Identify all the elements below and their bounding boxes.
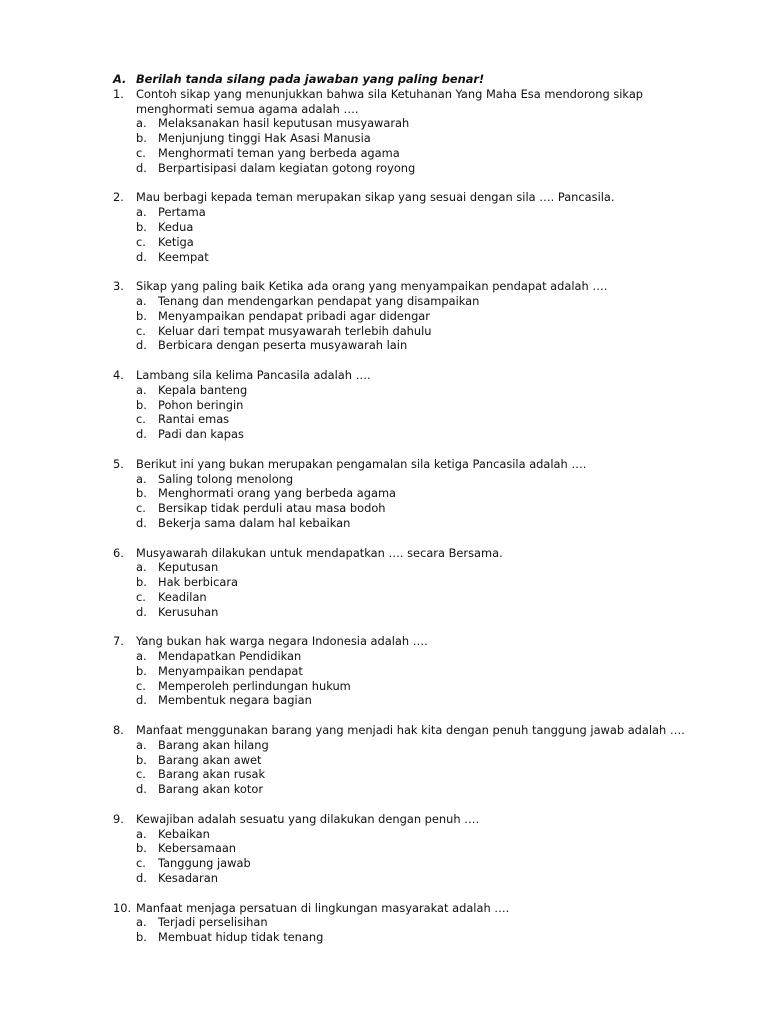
answer-option[interactable] <box>0 856 768 871</box>
answer-option[interactable] <box>0 338 768 353</box>
answer-option[interactable] <box>0 235 768 250</box>
option-text: Terjadi perselisihan <box>158 915 268 930</box>
question-text: Yang bukan hak warga negara Indonesia adalah …. <box>136 634 428 649</box>
question-number: 2. <box>113 190 124 205</box>
question-block <box>0 279 768 353</box>
question-number: 8. <box>113 723 124 738</box>
answer-option[interactable] <box>0 383 768 398</box>
question-stem-line <box>0 457 768 472</box>
question-stem-line <box>0 190 768 205</box>
answer-option[interactable] <box>0 693 768 708</box>
option-letter: a. <box>136 382 147 397</box>
option-text: Keputusan <box>158 560 219 575</box>
option-letter: a. <box>136 737 147 752</box>
option-text: Menjunjung tinggi Hak Asasi Manusia <box>158 131 371 146</box>
option-text: Keempat <box>158 249 209 264</box>
question-stem-line <box>0 546 768 561</box>
option-letter: a. <box>136 116 147 131</box>
question-stem-line <box>0 102 768 117</box>
option-letter: b. <box>136 930 147 945</box>
question-stem-line <box>0 368 768 383</box>
question-block <box>0 190 768 264</box>
question-text: Manfaat menjaga persatuan di lingkungan masyarakat adalah …. <box>136 900 510 915</box>
option-letter: b. <box>136 397 147 412</box>
answer-option[interactable] <box>0 664 768 679</box>
answer-option[interactable] <box>0 472 768 487</box>
option-text: Kebaikan <box>158 826 210 841</box>
question-text: Contoh sikap yang menunjukkan bahwa sila Ketuhanan Yang Maha Esa mendorong sikap <box>136 86 644 101</box>
question-number: 10. <box>113 900 132 915</box>
option-text: Keadilan <box>158 589 207 604</box>
answer-option[interactable] <box>0 161 768 176</box>
question-text: Sikap yang paling baik Ketika ada orang yang menyampaikan pendapat adalah …. <box>136 279 608 294</box>
option-text: Pertama <box>158 205 206 220</box>
option-letter: b. <box>136 131 147 146</box>
option-letter: a. <box>136 826 147 841</box>
option-letter: d. <box>136 249 147 264</box>
option-text: Membuat hidup tidak tenang <box>158 930 324 945</box>
option-letter: d. <box>136 160 147 175</box>
question-stem-line <box>0 87 768 102</box>
answer-option[interactable] <box>0 486 768 501</box>
answer-option[interactable] <box>0 753 768 768</box>
question-number: 1. <box>113 86 124 101</box>
question-stem-line <box>0 279 768 294</box>
question-text: Berikut ini yang bukan merupakan pengamalan sila ketiga Pancasila adalah …. <box>136 456 587 471</box>
question-block <box>0 812 768 886</box>
question-stem-line <box>0 812 768 827</box>
answer-option[interactable] <box>0 116 768 131</box>
option-text: Menghormati teman yang berbeda agama <box>158 145 400 160</box>
option-text: Ketiga <box>158 234 194 249</box>
question-block <box>0 723 768 797</box>
option-text: Menghormati orang yang berbeda agama <box>158 486 397 501</box>
answer-option[interactable] <box>0 398 768 413</box>
option-letter: b. <box>136 486 147 501</box>
question-number: 7. <box>113 634 124 649</box>
option-text: Kepala banteng <box>158 382 248 397</box>
option-text: Barang akan hilang <box>158 737 269 752</box>
answer-option[interactable] <box>0 516 768 531</box>
option-text: Kesadaran <box>158 871 218 886</box>
option-letter: d. <box>136 515 147 530</box>
option-letter: c. <box>136 678 146 693</box>
option-letter: b. <box>136 575 147 590</box>
option-text: Padi dan kapas <box>158 427 244 442</box>
answer-option[interactable] <box>0 294 768 309</box>
answer-option[interactable] <box>0 767 768 782</box>
answer-option[interactable] <box>0 220 768 235</box>
option-text: Tanggung jawab <box>158 856 251 871</box>
option-letter: c. <box>136 145 146 160</box>
option-text: Tenang dan mendengarkan pendapat yang disampaikan <box>158 293 480 308</box>
option-letter: d. <box>136 604 147 619</box>
answer-option[interactable] <box>0 649 768 664</box>
option-letter: b. <box>136 841 147 856</box>
option-letter: b. <box>136 308 147 323</box>
option-letter: c. <box>136 856 146 871</box>
question-block <box>0 634 768 708</box>
option-letter: d. <box>136 427 147 442</box>
answer-option[interactable] <box>0 679 768 694</box>
option-text: Mendapatkan Pendidikan <box>158 649 302 664</box>
option-text: Pohon beringin <box>158 397 244 412</box>
question-text: Musyawarah dilakukan untuk mendapatkan …. secara Bersama. <box>136 545 503 560</box>
option-text: Bersikap tidak perduli atau masa bodoh <box>158 501 386 516</box>
option-text: Barang akan awet <box>158 752 262 767</box>
answer-option[interactable] <box>0 841 768 856</box>
answer-option[interactable] <box>0 915 768 930</box>
option-text: Barang akan rusak <box>158 767 266 782</box>
option-letter: d. <box>136 782 147 797</box>
answer-option[interactable] <box>0 309 768 324</box>
option-letter: d. <box>136 338 147 353</box>
question-block <box>0 87 768 176</box>
option-letter: d. <box>136 693 147 708</box>
option-letter: c. <box>136 767 146 782</box>
answer-option[interactable] <box>0 250 768 265</box>
option-text: Kerusuhan <box>158 604 219 619</box>
answer-option[interactable] <box>0 575 768 590</box>
option-letter: c. <box>136 234 146 249</box>
answer-option[interactable] <box>0 560 768 575</box>
answer-option[interactable] <box>0 930 768 945</box>
option-letter: b. <box>136 663 147 678</box>
question-text: Mau berbagi kepada teman merupakan sikap yang sesuai dengan sila …. Pancasila. <box>136 190 615 205</box>
option-text: Rantai emas <box>158 412 230 427</box>
option-letter: c. <box>136 323 146 338</box>
question-text: Manfaat menggunakan barang yang menjadi hak kita dengan penuh tanggung jawab adalah …. <box>136 723 685 738</box>
question-number: 3. <box>113 279 124 294</box>
answer-option[interactable] <box>0 501 768 516</box>
question-block <box>0 901 768 945</box>
section-label: A. <box>113 72 127 86</box>
answer-option[interactable] <box>0 590 768 605</box>
question-number: 5. <box>113 456 124 471</box>
question-stem-line <box>0 901 768 916</box>
option-text: Berbicara dengan peserta musyawarah lain <box>158 338 408 353</box>
question-block <box>0 457 768 531</box>
option-letter: a. <box>136 915 147 930</box>
question-number: 9. <box>113 811 124 826</box>
answer-option[interactable] <box>0 205 768 220</box>
answer-option[interactable] <box>0 146 768 161</box>
answer-option[interactable] <box>0 827 768 842</box>
option-letter: c. <box>136 412 146 427</box>
answer-option[interactable] <box>0 871 768 886</box>
question-stem-line <box>0 723 768 738</box>
option-letter: c. <box>136 501 146 516</box>
option-text: Membentuk negara bagian <box>158 693 312 708</box>
option-letter: c. <box>136 589 146 604</box>
question-number: 4. <box>113 367 124 382</box>
answer-option[interactable] <box>0 412 768 427</box>
option-text: Melaksanakan hasil keputusan musyawarah <box>158 116 410 131</box>
option-text: Kebersamaan <box>158 841 237 856</box>
option-letter: a. <box>136 293 147 308</box>
option-text: Menyampaikan pendapat pribadi agar didengar <box>158 308 430 323</box>
answer-option[interactable] <box>0 782 768 797</box>
question-list <box>0 87 768 945</box>
option-text: Barang akan kotor <box>158 782 264 797</box>
question-text: menghormati semua agama adalah …. <box>136 101 359 116</box>
section-instruction: Berilah tanda silang pada jawaban yang paling benar! <box>136 72 485 86</box>
worksheet-page <box>0 72 768 945</box>
question-stem-line <box>0 634 768 649</box>
section-heading <box>0 72 768 87</box>
question-block <box>0 546 768 620</box>
option-letter: a. <box>136 471 147 486</box>
option-letter: a. <box>136 205 147 220</box>
option-letter: b. <box>136 219 147 234</box>
question-number: 6. <box>113 545 124 560</box>
answer-option[interactable] <box>0 131 768 146</box>
option-text: Kedua <box>158 219 194 234</box>
option-letter: a. <box>136 649 147 664</box>
question-text: Lambang sila kelima Pancasila adalah …. <box>136 367 371 382</box>
option-text: Hak berbicara <box>158 575 238 590</box>
answer-option[interactable] <box>0 324 768 339</box>
answer-option[interactable] <box>0 738 768 753</box>
option-text: Menyampaikan pendapat <box>158 663 303 678</box>
question-block <box>0 368 768 442</box>
answer-option[interactable] <box>0 427 768 442</box>
answer-option[interactable] <box>0 605 768 620</box>
option-text: Memperoleh perlindungan hukum <box>158 678 351 693</box>
option-text: Bekerja sama dalam hal kebaikan <box>158 515 351 530</box>
option-letter: b. <box>136 752 147 767</box>
option-text: Saling tolong menolong <box>158 471 294 486</box>
option-text: Berpartisipasi dalam kegiatan gotong royong <box>158 160 416 175</box>
question-text: Kewajiban adalah sesuatu yang dilakukan dengan penuh …. <box>136 811 480 826</box>
option-text: Keluar dari tempat musyawarah terlebih dahulu <box>158 323 432 338</box>
option-letter: a. <box>136 560 147 575</box>
option-letter: d. <box>136 871 147 886</box>
